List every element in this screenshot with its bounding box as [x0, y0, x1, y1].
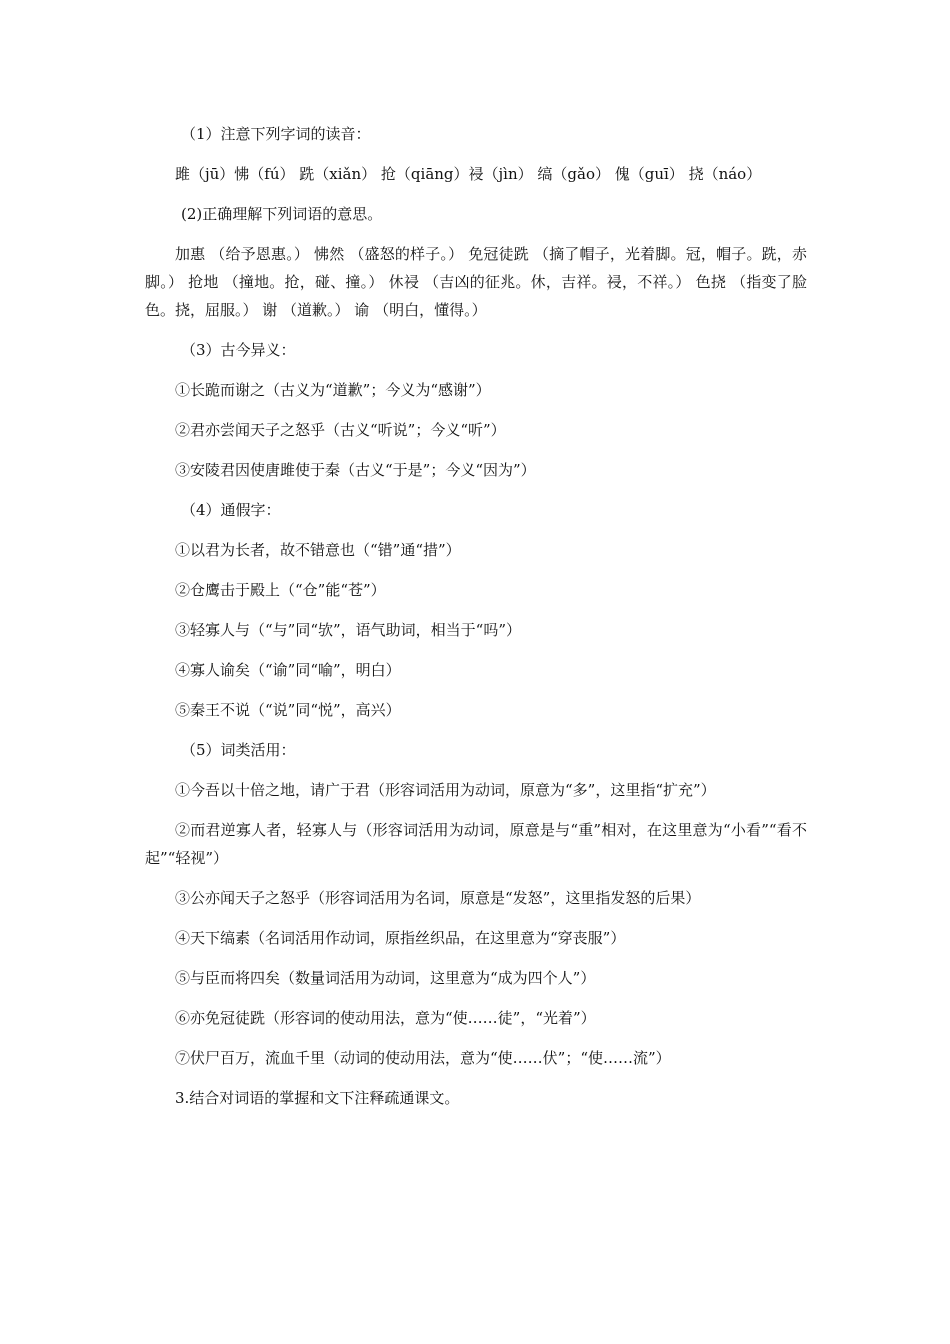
document-body — [145, 120, 807, 1112]
pronunciation-heading: （1）注意下列字词的读音： — [181, 125, 371, 143]
meanings-list: 加惠 （给予恩惠。） 怫然 （盛怒的样子。） 免冠徒跣 （摘了帽子，光着脚。冠，帽子。跣，赤脚。） 抢地 （撞地。抢，碰、撞。） 休祲 （吉凶的征兆。休，吉祥。祲，不祥。） 色挠 （指变了脸色。挠，屈服。） 谢 （道歉。） 谕 （明白，懂得。） — [145, 245, 807, 319]
loan-chars-heading: （4）通假字： — [181, 501, 281, 519]
loan-chars-item: ③轻寡人与（“与”同“欤”，语气助词，相当于“吗”） — [175, 621, 522, 639]
word-class-item: ②而君逆寡人者，轻寡人与（形容词活用为动词，原意是与“重”相对，在这里意为“小看”“看不起”“轻视”） — [145, 821, 807, 867]
loan-chars-item: ①以君为长者，故不错意也（“错”通“措”） — [175, 541, 461, 559]
ancient-modern-item: ①长跪而谢之（古义为“道歉”；今义为“感谢”） — [175, 381, 491, 399]
word-class-heading: （5）词类活用： — [181, 741, 296, 759]
word-class-item: ①今吾以十倍之地，请广于君（形容词活用为动词，原意为“多”，这里指“扩充”） — [175, 781, 716, 799]
ancient-modern-item: ③安陵君因使唐雎使于秦（古义“于是”；今义“因为”） — [175, 461, 536, 479]
pronunciation-list: 雎（jū）怫（fú） 跣（xiǎn） 抢（qiāng）祲（jìn） 缟（gǎo） 傀（guī） 挠（náo） — [175, 165, 762, 183]
loan-chars-item: ⑤秦王不说（“说”同“悦”，高兴） — [175, 701, 401, 719]
word-class-item: ④天下缟素（名词活用作动词，原指丝织品，在这里意为“穿丧服”） — [175, 929, 626, 947]
step-3-instruction: 3.结合对词语的掌握和文下注释疏通课文。 — [175, 1089, 460, 1107]
word-class-item: ③公亦闻天子之怒乎（形容词活用为名词，原意是“发怒”，这里指发怒的后果） — [175, 889, 701, 907]
loan-chars-item: ②仓鹰击于殿上（“仓”能“苍”） — [175, 581, 386, 599]
loan-chars-item: ④寡人谕矣（“谕”同“喻”，明白） — [175, 661, 401, 679]
meanings-heading: (2)正确理解下列词语的意思。 — [181, 205, 383, 223]
ancient-modern-heading: （3）古今异义： — [181, 341, 296, 359]
word-class-item: ⑤与臣而将四矣（数量词活用为动词，这里意为“成为四个人”） — [175, 969, 596, 987]
ancient-modern-item: ②君亦尝闻天子之怒乎（古义“听说”；今义“听”） — [175, 421, 506, 439]
word-class-item: ⑦伏尸百万，流血千里（动词的使动用法，意为“使……伏”；“使……流”） — [175, 1049, 671, 1067]
word-class-item: ⑥亦免冠徒跣（形容词的使动用法，意为“使……徒”，“光着”） — [175, 1009, 596, 1027]
